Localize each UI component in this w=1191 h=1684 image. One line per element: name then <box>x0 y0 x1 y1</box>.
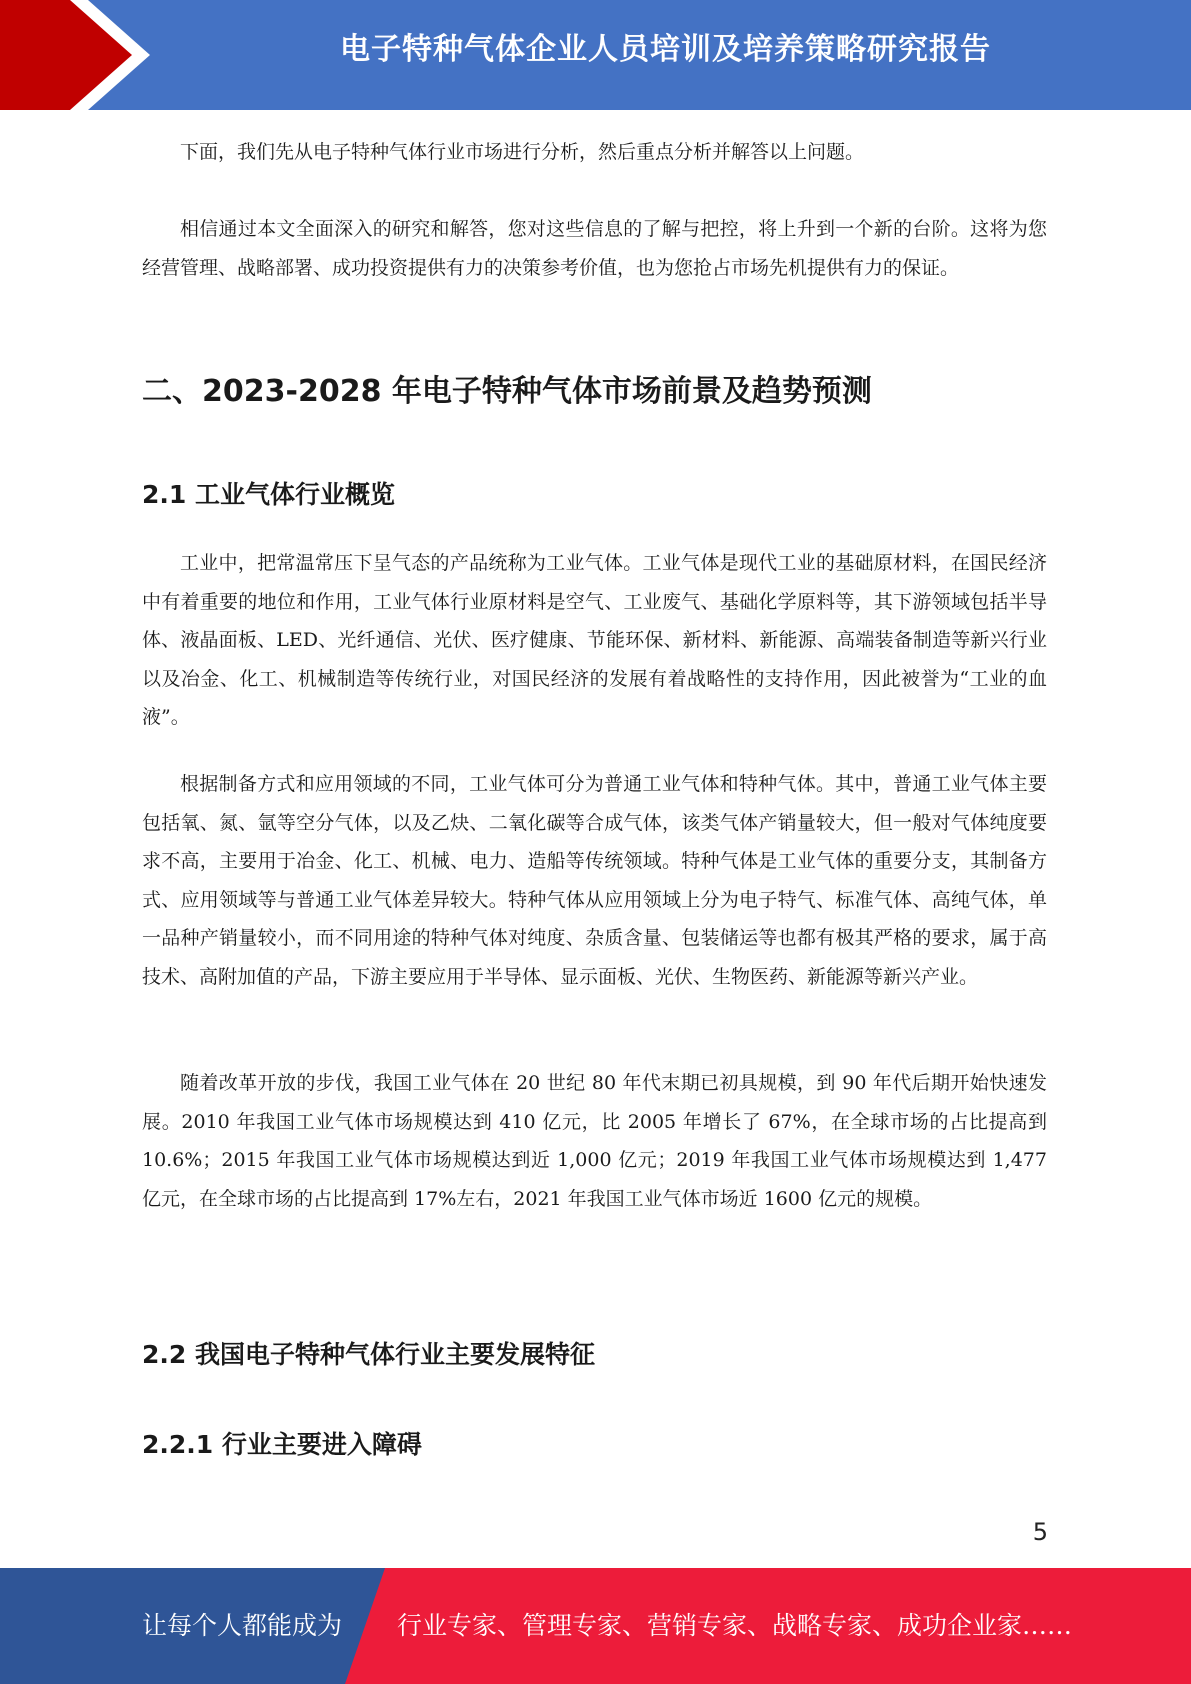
section-2-1-paragraph-2: 根据制备方式和应用领域的不同，工业气体可分为普通工业气体和特种气体。其中，普通工业气体主要包括氧、氮、氩等空分气体，以及乙炔、二氧化碳等合成气体，该类气体产销量较大，但一般对气体纯度要求不高，主要用于冶金、化工、机械、电力、造船等传统领域。特种气体是工业气体的重要分支，其制备方式、应用领域等与普通工业气体差异较大。特种气体从应用领域上分为电子特气、标准气体、高纯气体，单一品种产销量较小，而不同用途的特种气体对纯度、杂质含量、包装储运等也都有极其严格的要求，属于高技术、高附加值的产品，下游主要应用于半导体、显示面板、光伏、生物医药、新能源等新兴产业。 <box>142 773 1047 988</box>
intro-paragraph-2: 相信通过本文全面深入的研究和解答，您对这些信息的了解与把控，将上升到一个新的台阶。这将为您经营管理、战略部署、成功投资提供有力的决策参考价值，也为您抢占市场先机提供有力的保证。 <box>142 218 1047 279</box>
section-2-1-paragraph-1: 工业中，把常温常压下呈气态的产品统称为工业气体。工业气体是现代工业的基础原材料，在国民经济中有着重要的地位和作用，工业气体行业原材料是空气、工业废气、基础化学原料等，其下游领域包括半导体、液晶面板、LED、光纤通信、光伏、医疗健康、节能环保、新材料、新能源、高端装备制造等新兴行业以及冶金、化工、机械制造等传统行业，对国民经济的发展有着战略性的支持作用，因此被誉为“工业的血液”。 <box>142 552 1047 728</box>
page-header <box>0 0 1191 110</box>
subsection-heading-2-2: 2.2 我国电子特种气体行业主要发展特征 <box>142 1340 595 1369</box>
page-footer <box>0 1568 1191 1684</box>
footer-slogan-left: 让每个人都能成为 <box>142 1611 343 1640</box>
section-2-1-paragraph-3: 随着改革开放的步伐，我国工业气体在 20 世纪 80 年代末期已初具规模，到 90 年代后期开始快速发展。2010 年我国工业气体市场规模达到 410 亿元，比 2005 年增长了 67%，在全球市场的占比提高到 10.6%；2015 年我国工业气体市场规模达到近 1,000 亿元；2019 年我国工业气体市场规模达到 1,477 亿元，在全球市场的占比提高到 17%左右，2021 年我国工业气体市场近 1600 亿元的规模。 <box>142 1072 1047 1210</box>
report-title: 电子特种气体企业人员培训及培养策略研究报告 <box>340 32 991 67</box>
footer-slogan-right: 行业专家、管理专家、营销专家、战略专家、成功企业家…… <box>397 1611 1073 1640</box>
section-heading: 二、2023-2028 年电子特种气体市场前景及趋势预测 <box>142 374 872 409</box>
page-number: 5 <box>1032 1518 1048 1546</box>
intro-paragraph-1: 下面，我们先从电子特种气体行业市场进行分析，然后重点分析并解答以上问题。 <box>180 141 865 163</box>
header-arrow-decoration <box>0 0 150 110</box>
subsection-heading-2-2-1: 2.2.1 行业主要进入障碍 <box>142 1430 422 1459</box>
subsection-heading-2-1: 2.1 工业气体行业概览 <box>142 480 395 509</box>
